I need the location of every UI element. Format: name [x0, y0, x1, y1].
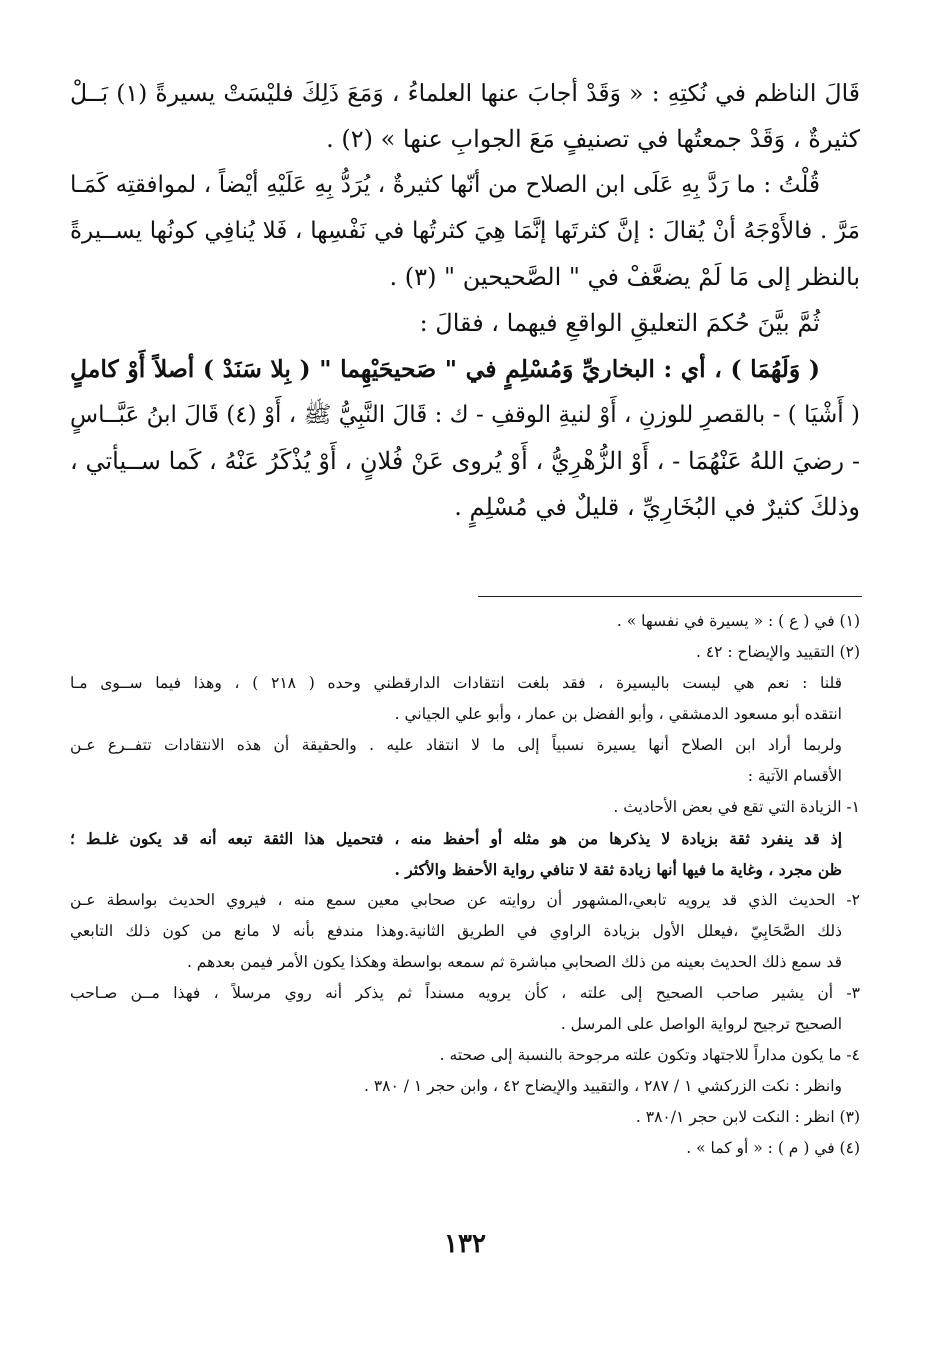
footnote-line: (٣) انظر : النكت لابن حجر ٣٨٠/١ .: [635, 1108, 860, 1126]
footnote-line: ١- الزيادة التي تقع في بعض الأحاديث .: [613, 798, 860, 816]
footnote-line: إذ قد ينفرد ثقة بزيادة لا يذكرها من هو مثله أو أحفظ منه ، فتحميل هذا الثقة تبعه أنه قد يكون غلـط ؛: [70, 829, 842, 848]
main-text: [70, 70, 860, 530]
footnote-line: ٣- أن يشير صاحب الصحيح إلى علته ، كأن يرويه مسنداً ثم يذكر أنه روي مرسلاً ، فهذا مــن صـاحب: [70, 984, 860, 1002]
main-line: ( وَلَهُمَا ) ، أي : البخاريِّ وَمُسْلِمٍ في " صَحيحَيْهِما " ( بِلا سَنَدْ ) أصلاً أَوْ كاملٍ: [70, 355, 820, 383]
footnote-line: الصحيح ترجيح لرواية الواصل على المرسل .: [560, 1015, 842, 1033]
main-line: ثُمَّ بيَّنَ حُكمَ التعليقِ الواقعِ فيهما ، فقالَ :: [419, 309, 820, 337]
footnote-line: الأقسام الآتية :: [747, 767, 842, 785]
footnote-line: وانظر : نكت الزركشي ١ / ٢٨٧ ، والتقييد والإيضاح ٤٢ ، وابن حجر ١ / ٣٨٠ .: [363, 1077, 842, 1095]
main-line: مَرَّ . فالأَوْجَهُ أنْ يُقالَ : إنَّ كثرتَها إنَّمَا هِيَ كثرتُها في نَفْسِها ، فَلا يُنافِي كونُها يســيرةً: [70, 218, 860, 244]
main-line: بالنظر إلى مَا لَمْ يضعَّفْ في " الصَّحيحين " (٣) .: [389, 263, 860, 291]
footnote-line: (١) في ( ع ) : « يسيرة في نفسها » .: [616, 612, 860, 630]
main-line: - رضيَ اللهُ عَنْهُمَا - ، أَوْ الزُّهْرِيُّ ، أَوْ يُروى عَنْ فُلانٍ ، أَوْ يُذْكَرُ عَنْهُ ، كَما ســيأتي ،: [70, 447, 860, 475]
footnote-line: (٤) في ( م ) : « أو كما » .: [686, 1139, 860, 1157]
main-line: قُلْتُ : ما رَدَّ بِهِ عَلَى ابن الصلاح من أنّها كثيرةٌ ، يُرَدُّ بِهِ عَلَيْهِ أيْضاً ، لموافقتِه كَمَـا: [70, 172, 820, 198]
footnote-separator: [478, 596, 862, 597]
footnote-line: ولربما أراد ابن الصلاح أنها يسيرة نسبياً إلى ما لا انتقاد عليه . والحقيقة أن هذه الانتقادات تتفــرع عـن: [70, 736, 842, 754]
footnote-line: انتقده أبو مسعود الدمشقي ، وأبو الفضل بن عمار ، وأبو علي الجياني .: [394, 705, 842, 723]
main-line: قَالَ الناظم في نُكتِهِ : « وَقَدْ أجابَ عنها العلماءُ ، وَمَعَ ذَلِكَ فليْسَتْ يسيرةً (١) بَــلْ: [70, 79, 860, 107]
main-line: وذلكَ كثيرٌ في البُخَارِيِّ ، قليلٌ في مُسْلِمٍ .: [454, 493, 860, 521]
main-line: كثيرةٌ ، وَقَدْ جمعتُها في تصنيفٍ مَعَ الجوابِ عنها » (٢) .: [326, 125, 860, 153]
main-line: ( أَشْيَا ) - بالقصرِ للوزنِ ، أَوْ لنيةِ الوقفِ - ك : قَالَ النَّبِيُّ ﷺ ، أَوْ (٤) قَالَ ابنُ عَبَّــاسٍ: [70, 402, 860, 428]
footnote-line: ٢- الحديث الذي قد يرويه تابعي،المشهور أن روايته عن صحابي معين سمع منه ، فيروي الحديث بواسطة عـن: [70, 891, 860, 909]
footnote-line: ظن مجرد ، وغاية ما فيها أنها زيادة ثقة لا تنافي رواية الأحفظ والأكثر .: [394, 860, 842, 879]
page-number: ١٣٢: [444, 1229, 486, 1259]
footnote-line: قلنا : نعم هي ليست باليسيرة ، فقد بلغت انتقادات الدارقطني وحده ( ٢١٨ ) ، وهذا فيما ســوى مـا: [70, 674, 843, 692]
footnote-line: ٤- ما يكون مداراً للاجتهاد وتكون علته مرجوحة بالنسبة إلى صحته .: [439, 1046, 860, 1064]
footnotes: [70, 606, 860, 1164]
footnote-line: (٢) التقييد والإيضاح : ٤٢ .: [695, 643, 860, 661]
footnote-line: قد سمع ذلك الحديث بعينه من ذلك الصحابي مباشرة ثم سمعه بواسطة وهكذا يكون الأمر فيمن بعدهم .: [186, 953, 842, 971]
footnote-line: ذلك الصَّحَابِيّ ،فيعلل الأول بزيادة الراوي في الطريق الثانية.وهذا مندفع بأنه لا مانع من كون ذلك التابعي: [70, 922, 842, 940]
